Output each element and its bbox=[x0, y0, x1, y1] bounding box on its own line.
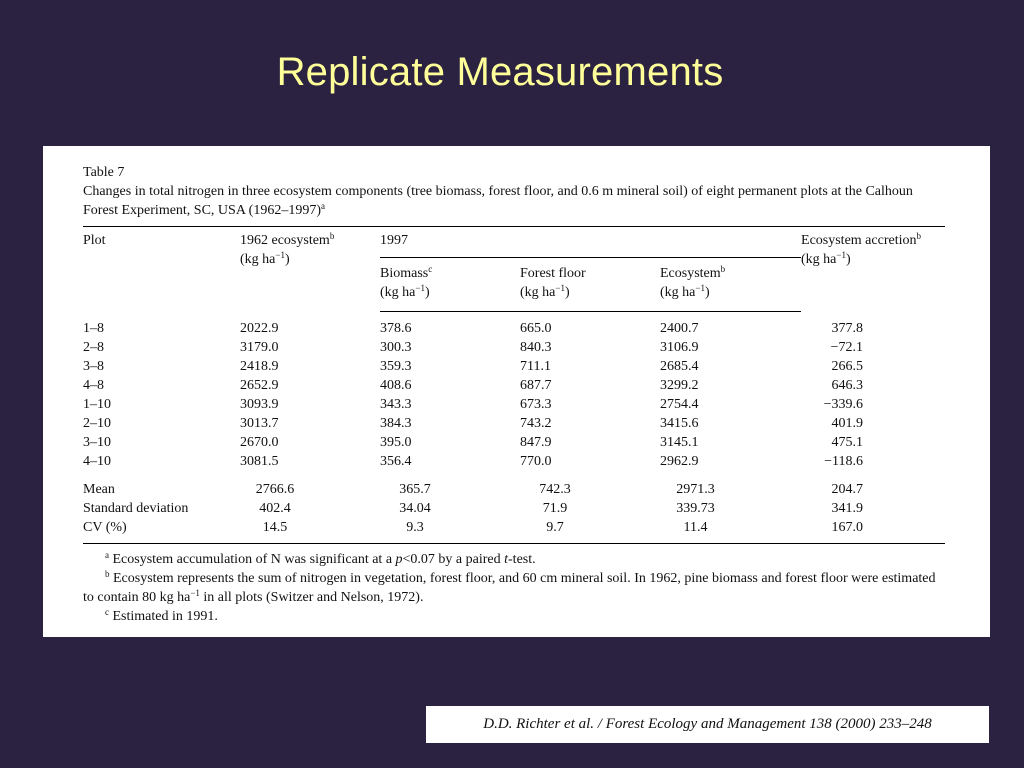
value-cell: 356.4 bbox=[380, 454, 412, 469]
value-cell: 395.0 bbox=[380, 435, 412, 450]
value-cell: −72.1 bbox=[830, 340, 864, 355]
value-cell: 2652.9 bbox=[240, 378, 279, 393]
header-plot: Plot bbox=[83, 227, 240, 312]
value-cell: 2022.9 bbox=[240, 320, 279, 336]
value-cell: 742.3 bbox=[539, 482, 571, 497]
row-label-cell: CV (%) bbox=[83, 518, 240, 544]
value-cell: 847.9 bbox=[520, 435, 552, 450]
value-cell: 300.3 bbox=[380, 340, 412, 355]
row-label-cell: 2–10 bbox=[83, 416, 111, 431]
footnote-c: $^c$ Estimated in 1991. bbox=[105, 607, 218, 624]
value-cell: 71.9 bbox=[542, 501, 568, 516]
value-cell: 339.73 bbox=[676, 501, 715, 516]
table-panel bbox=[43, 146, 990, 637]
table-row bbox=[83, 376, 945, 395]
table-body bbox=[83, 312, 945, 472]
value-cell: 11.4 bbox=[660, 518, 801, 544]
row-label-cell: Mean bbox=[83, 482, 115, 497]
stats-row bbox=[83, 518, 945, 544]
value-cell: 665.0 bbox=[520, 321, 552, 336]
header-biomass: Biomass$^c$ (kg $ha^{-1}$) bbox=[380, 258, 520, 312]
header-1997: 1997 bbox=[380, 227, 801, 258]
value-cell: 2685.4 bbox=[660, 359, 699, 374]
table-row bbox=[83, 338, 945, 357]
row-label-cell: 2–8 bbox=[83, 340, 104, 355]
value-cell: 408.6 bbox=[380, 378, 412, 393]
value-cell: 359.3 bbox=[380, 359, 412, 374]
value-cell: 14.5 bbox=[240, 518, 380, 544]
value-cell: 2971.3 bbox=[676, 482, 715, 497]
row-label-cell: 1–10 bbox=[83, 397, 111, 412]
row-label-cell: 3–10 bbox=[83, 435, 111, 450]
value-cell: 204.7 bbox=[831, 482, 864, 497]
citation-box: D.D. Richter et al. / Forest Ecology and Management 138 (2000) 233–248 bbox=[426, 706, 989, 743]
header-row-top bbox=[83, 227, 945, 258]
value-cell: 34.04 bbox=[399, 501, 431, 516]
value-cell: 3179.0 bbox=[240, 340, 279, 355]
value-cell: 687.7 bbox=[520, 378, 552, 393]
table-row bbox=[83, 452, 945, 471]
value-cell: −339.6 bbox=[823, 397, 864, 412]
value-cell: 3145.1 bbox=[660, 435, 699, 450]
value-cell: 711.1 bbox=[520, 359, 551, 374]
table-row bbox=[83, 312, 945, 339]
row-label-cell: Standard deviation bbox=[83, 501, 189, 516]
value-cell: 2766.6 bbox=[255, 482, 295, 497]
header-1962-ecosystem: 1962 ecosystem$^b$ (kg $ha^{-1}$) bbox=[240, 227, 380, 312]
value-cell: 673.3 bbox=[520, 397, 552, 412]
stats-row bbox=[83, 499, 945, 518]
header-ecosystem-1997: Ecosystem$^b$ (kg $ha^{-1}$) bbox=[660, 258, 801, 312]
value-cell: 770.0 bbox=[520, 454, 552, 469]
value-cell: 401.9 bbox=[831, 416, 864, 431]
caption-footnote-mark: a bbox=[321, 201, 325, 211]
table-label: Table 7 bbox=[83, 165, 125, 180]
value-cell: 9.3 bbox=[380, 518, 520, 544]
value-cell: −118.6 bbox=[824, 454, 864, 469]
value-cell: 266.5 bbox=[831, 359, 864, 374]
table-row bbox=[83, 395, 945, 414]
value-cell: 2962.9 bbox=[660, 454, 699, 469]
value-cell: 3415.6 bbox=[660, 416, 699, 431]
row-label-cell: 4–10 bbox=[83, 454, 111, 469]
row-label-cell: 1–8 bbox=[83, 320, 104, 336]
value-cell: 3299.2 bbox=[660, 378, 699, 393]
value-cell: 2754.4 bbox=[660, 397, 699, 412]
value-cell: 3106.9 bbox=[660, 340, 699, 355]
slide-title: Replicate Measurements bbox=[276, 50, 724, 94]
footnote-a: $^a$ Ecosystem accumulation of N was significant at a p<0.07 by a paired t-test. bbox=[105, 550, 536, 567]
value-cell: 378.6 bbox=[380, 321, 412, 336]
header-ecosystem-accretion: Ecosystem accretion$^b$ (kg $ha^{-1}$) bbox=[801, 227, 945, 312]
value-cell: 343.3 bbox=[380, 397, 412, 412]
header-forest-floor: Forest floor (kg $ha^{-1}$) bbox=[520, 258, 660, 312]
value-cell: 9.7 bbox=[520, 518, 660, 544]
value-cell: 475.1 bbox=[831, 435, 864, 450]
value-cell: 646.3 bbox=[831, 378, 864, 393]
table-caption bbox=[83, 182, 945, 220]
table-row bbox=[83, 414, 945, 433]
value-cell: 384.3 bbox=[380, 416, 412, 431]
stats-row bbox=[83, 471, 945, 499]
footnote-b: $^b$ Ecosystem represents the sum of nitrogen in vegetation, forest floor, and 60 cm mineral soil. In 1962, pine biomass and forest floor were estimated to contain 80 kg $ha^{-1}$ in all plots (Switzer and Nelson, 1972). bbox=[83, 569, 936, 605]
value-cell: 840.3 bbox=[520, 340, 552, 355]
value-cell: 743.2 bbox=[520, 416, 552, 431]
value-cell: 167.0 bbox=[801, 518, 945, 544]
value-cell: 3013.7 bbox=[240, 416, 279, 431]
value-cell: 402.4 bbox=[259, 501, 291, 516]
table-row bbox=[83, 357, 945, 376]
row-label-cell: 4–8 bbox=[83, 378, 104, 393]
value-cell: 2670.0 bbox=[240, 435, 279, 450]
row-label-cell: 3–8 bbox=[83, 359, 104, 374]
value-cell: 3093.9 bbox=[240, 397, 279, 412]
value-cell: 365.7 bbox=[399, 482, 431, 497]
nitrogen-table bbox=[83, 226, 945, 544]
table-stats bbox=[83, 471, 945, 544]
table-row bbox=[83, 433, 945, 452]
caption-text: Changes in total nitrogen in three ecosystem components (tree biomass, forest floor, and 0.6 m mineral soil) of eight permanent plots at the Calhoun Forest Experiment, SC, USA (1962–1997) bbox=[83, 184, 913, 218]
value-cell: 377.8 bbox=[831, 320, 864, 336]
value-cell: 2400.7 bbox=[660, 321, 699, 336]
table-footnotes bbox=[83, 550, 945, 626]
value-cell: 3081.5 bbox=[240, 454, 279, 469]
value-cell: 2418.9 bbox=[240, 359, 279, 374]
value-cell: 341.9 bbox=[831, 501, 864, 516]
